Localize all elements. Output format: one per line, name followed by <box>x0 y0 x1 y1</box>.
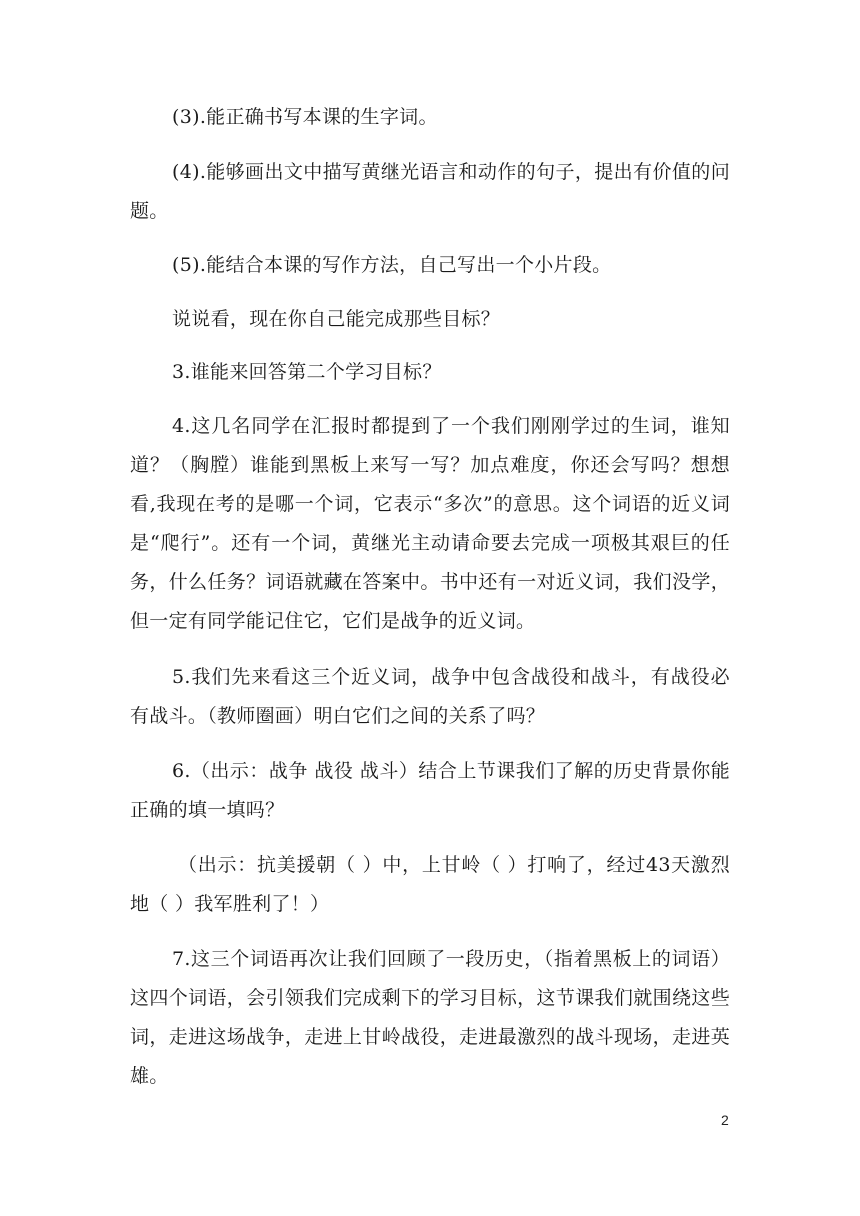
paragraph-objective-4: (4).能够画出文中描写黄继光语言和动作的句子，提出有价值的问题。 <box>130 161 730 222</box>
paragraph-step-7: 7.这三个词语再次让我们回顾了一段历史，（指着黑板上的词语）这四个词语，会引领我们完成剩下的学习目标，这节课我们就围绕这些词，走进这场战争，走进上甘岭战役，走进最激烈的战斗现场，走进英雄。 <box>130 948 730 1087</box>
paragraph-step-3: 3.谁能来回答第二个学习目标？ <box>172 361 442 383</box>
paragraph-objective-5: (5).能结合本课的写作方法，自己写出一个小片段。 <box>172 254 612 276</box>
paragraph-step-4: 4.这几名同学在汇报时都提到了一个我们刚刚学过的生词，谁知道？（胸膛）谁能到黑板上来写一写？加点难度，你还会写吗？想想看,我现在考的是哪一个词，它表示“多次”的意思。这个词语的近义词是“爬行”。还有一个词，黄继光主动请命要去完成一项极其艰巨的任务，什么任务？词语就藏在答案中。书中还有一对近义词，我们没学，但一定有同学能记住它，它们是战争的近义词。 <box>130 415 730 632</box>
page-number: 2 <box>721 1112 729 1128</box>
paragraph-question: 说说看，现在你自己能完成那些目标？ <box>172 308 501 330</box>
paragraph-step-6: 6.（出示：战争 战役 战斗）结合上节课我们了解的历史背景你能正确的填一填吗？ <box>130 760 730 821</box>
paragraph-step-5: 5.我们先来看这三个近义词，战争中包含战役和战斗，有战役必有战斗。（教师圈画）明白它们之间的关系了吗？ <box>130 666 730 727</box>
paragraph-fill-blank: （出示：抗美援朝（ ）中，上甘岭（ ）打响了，经过43天激烈地（ ）我军胜利了！） <box>130 854 730 915</box>
paragraph-objective-3: (3).能正确书写本课的生字词。 <box>172 106 438 128</box>
